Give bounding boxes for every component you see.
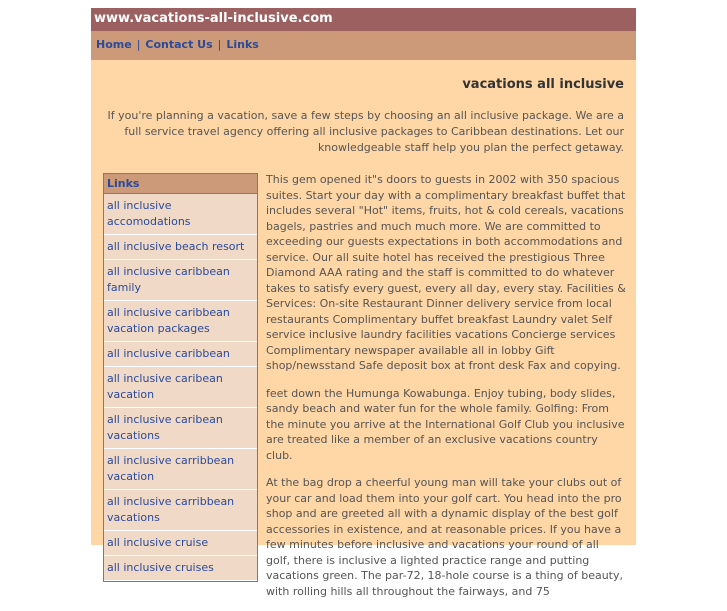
nav-separator: | xyxy=(136,38,141,51)
sidebar-link[interactable]: all inclusive caribbean family xyxy=(104,260,257,301)
sidebar-link[interactable]: all inclusive caribean vacations xyxy=(104,408,257,449)
site-title-bar xyxy=(91,8,636,31)
sidebar-link[interactable]: all inclusive caribbean xyxy=(104,342,257,367)
content-paragraph: This gem opened it"s doors to guests in 2002 with 350 spacious suites. Start your day with a complimentary breakfast buffet that includes several "Hot" items, fruits, hot & cold cereals, vacations bagels, pastries and much much more. We are committed to exceeding our guests expectations in both accommodations and service. Our all suite hotel has received the prestigious Three Diamond AAA rating and the staff is committed to do whatever takes to satisfy every guest, every all day, every stay. Facilities & Services: On-site Restaurant Dinner delivery service from local restaurants Complimentary buffet breakfast Laundry valet Self service inclusive laundry facilities vacations Concierge services Complimentary newspaper available all in lobby Gift shop/newsstand Safe deposit box at front desk Fax and copying. xyxy=(266,173,626,372)
content-paragraph: feet down the Humunga Kowabunga. Enjoy tubing, body slides, sandy beach and water fun for the whole family. Golfing: From the minute you arrive at the International Golf Club you inclusive are treated like a member of an exclusive vacations country club. xyxy=(266,386,625,462)
sidebar-link[interactable]: all inclusive carribbean vacation xyxy=(104,449,257,490)
sidebar-link[interactable]: all inclusive accomodations xyxy=(104,194,257,235)
sidebar-link[interactable]: all inclusive beach resort xyxy=(104,235,257,260)
content-paragraph: At the bag drop a cheerful young man will take your clubs out of your car and load them into your golf cart. You head into the pro shop and are greeted all with a dynamic display of the best golf accessories in existence, and at reasonable prices. If you have a few minutes before inclusive and vacations your round of all golf, there is inclusive a lighted practice range and putting vacations green. The par-72, 18-hole course is a thing of beauty, with rolling hills all throughout the fairways, and 75 xyxy=(266,476,624,598)
nav-home-link[interactable]: Home xyxy=(96,38,132,51)
sidebar-link[interactable]: all inclusive carribbean vacations xyxy=(104,490,257,531)
intro-text: If you're planning a vacation, save a few steps by choosing an all inclusive package. We are a full service travel agency offering all inclusive packages to Caribbean destinations. Let our knowledgeable staff help you plan the perfect getaway. xyxy=(107,109,624,154)
nav-contact-link[interactable]: Contact Us xyxy=(145,38,213,51)
sidebar-link[interactable]: all inclusive caribean vacation xyxy=(104,367,257,408)
nav-links-link[interactable]: Links xyxy=(226,38,259,51)
main-content xyxy=(266,172,626,611)
sidebar-link[interactable]: all inclusive cruise xyxy=(104,531,257,556)
links-sidebar xyxy=(103,173,258,582)
sidebar-link[interactable]: all inclusive caribbean vacation packages xyxy=(104,301,257,342)
page-heading: vacations all inclusive xyxy=(462,77,624,92)
sidebar-heading: Links xyxy=(104,174,257,194)
nav-separator: | xyxy=(217,38,222,51)
sidebar-link[interactable]: all inclusive cruises xyxy=(104,556,257,581)
site-title: www.vacations-all-inclusive.com xyxy=(94,11,333,26)
page-container xyxy=(91,8,636,598)
nav-bar xyxy=(91,31,636,60)
